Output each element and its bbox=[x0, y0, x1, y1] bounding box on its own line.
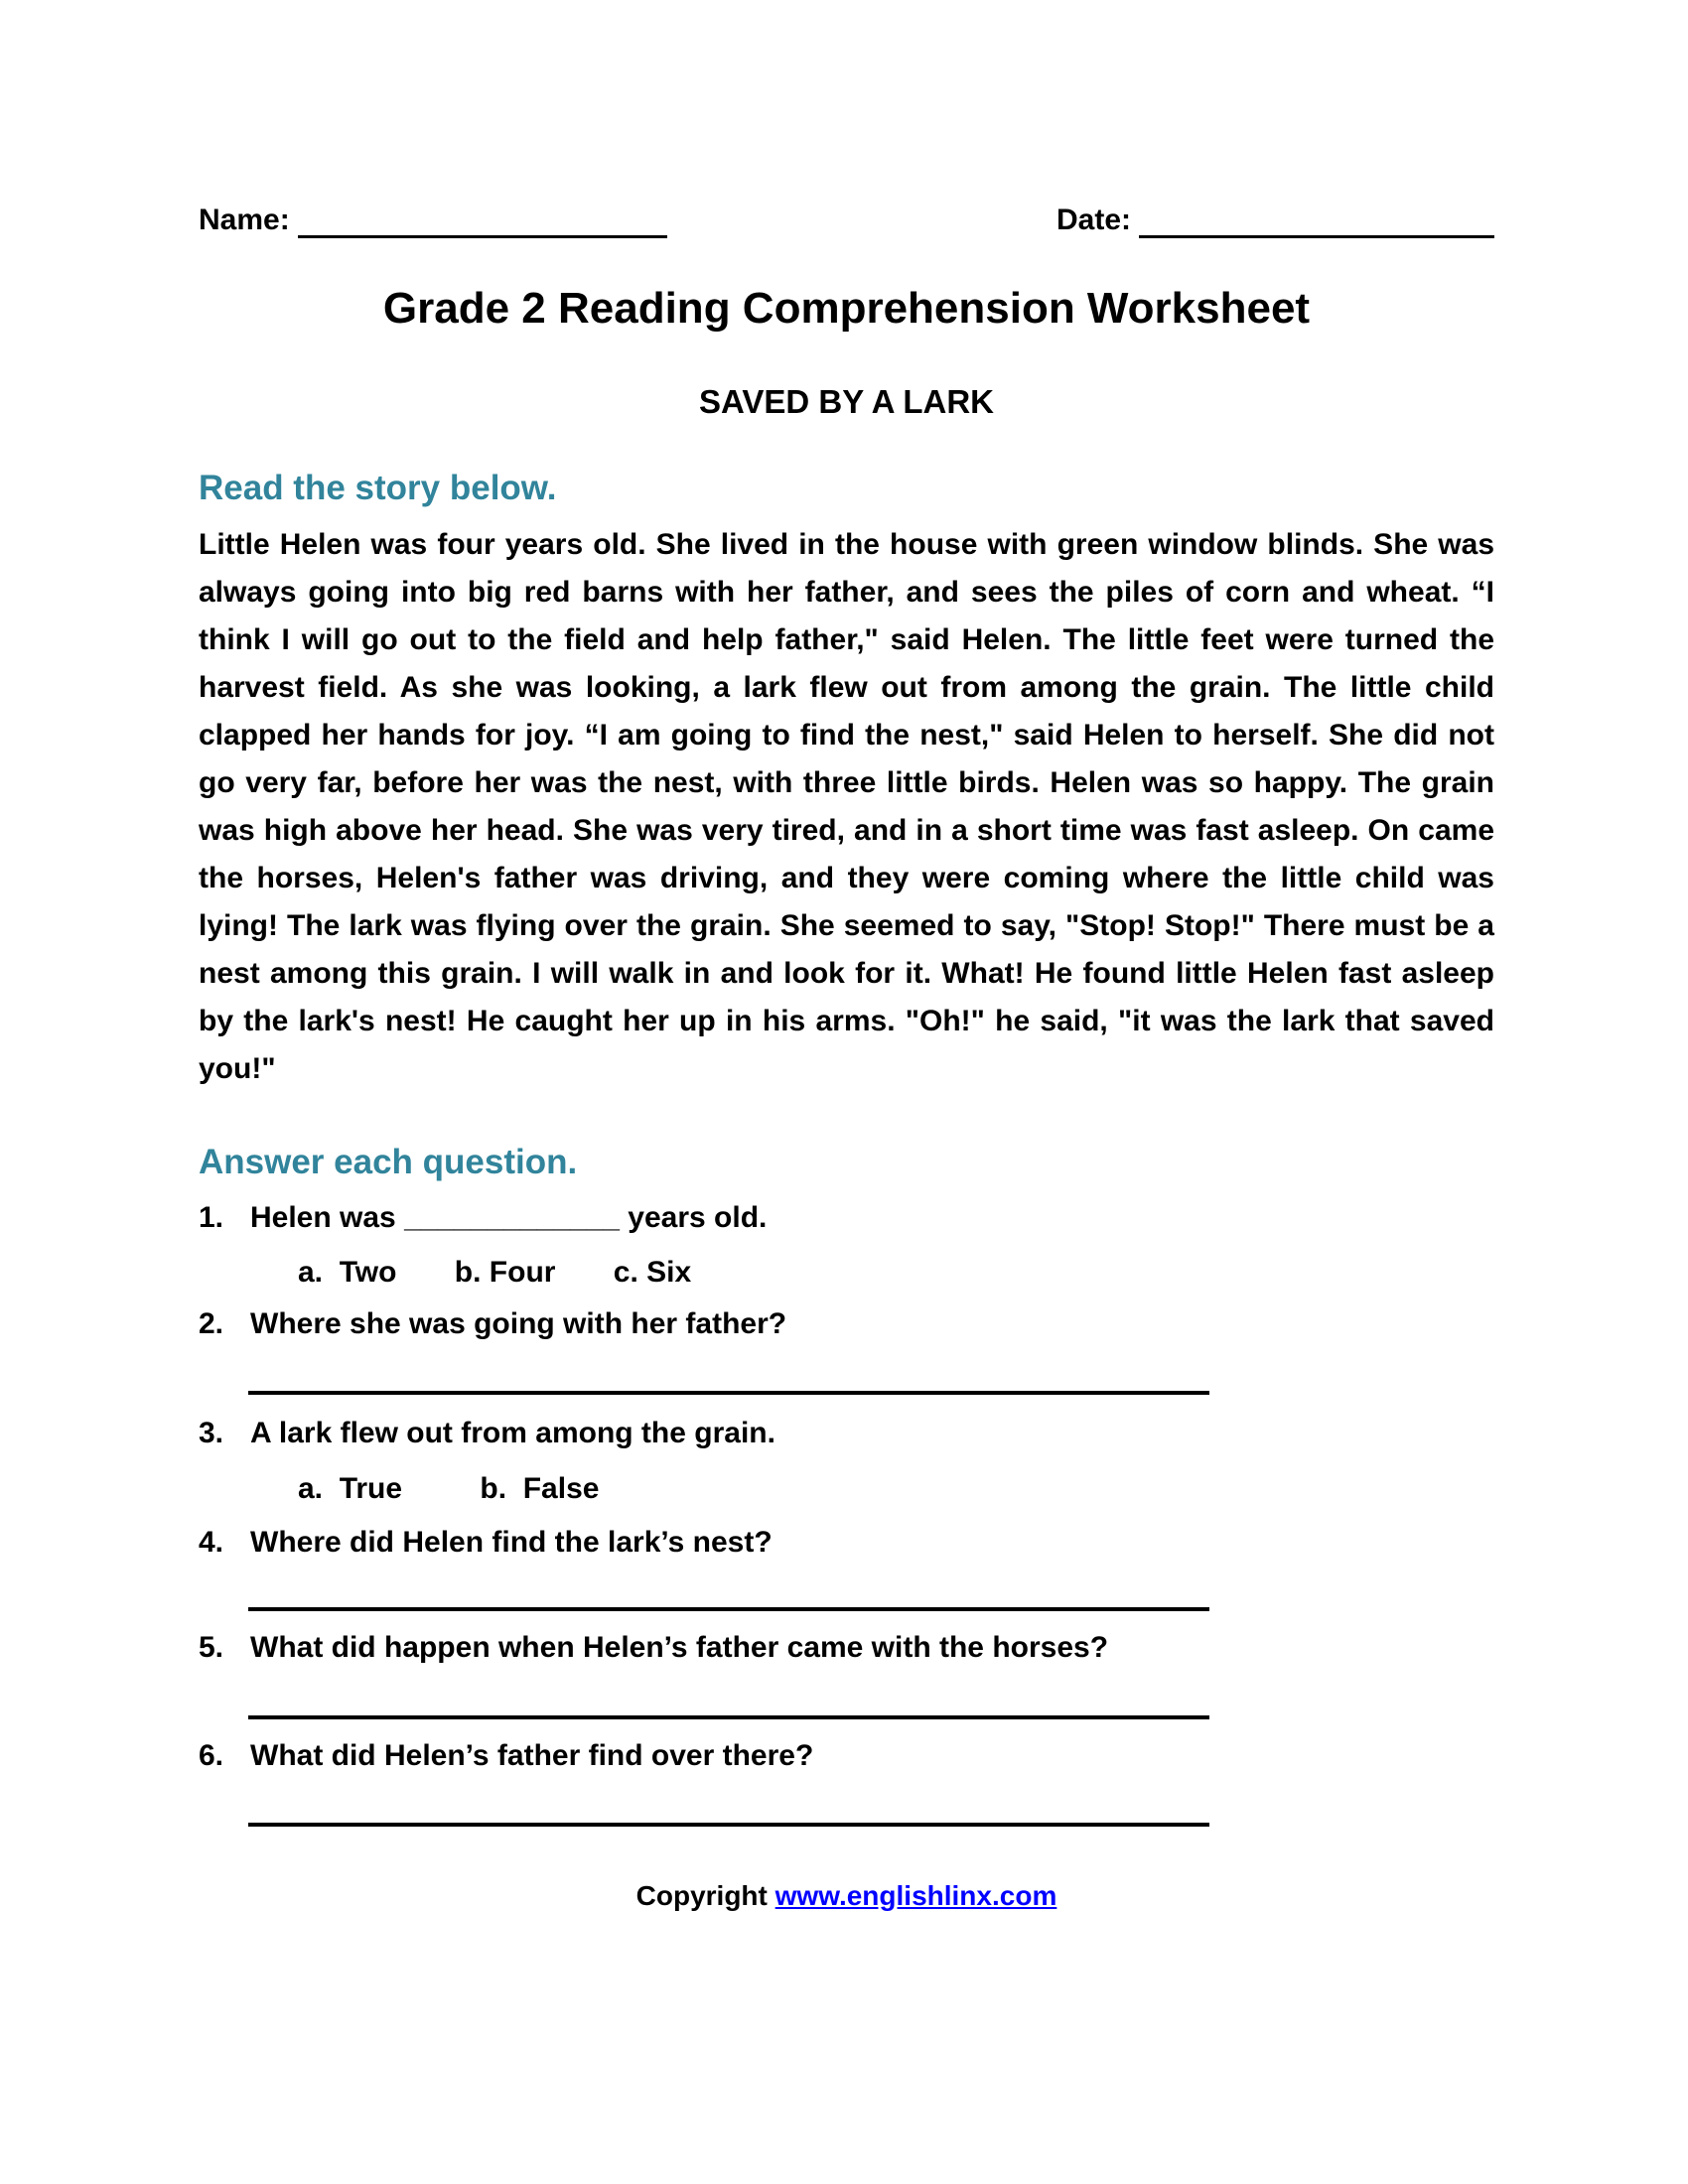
question-4 bbox=[199, 1523, 1494, 1563]
question-4-answer-line bbox=[248, 1607, 1209, 1611]
question-3-text: A lark flew out from among the grain. bbox=[250, 1417, 775, 1449]
question-6 bbox=[199, 1736, 1494, 1776]
date-label: Date: bbox=[1055, 204, 1131, 236]
question-6-answer-line bbox=[248, 1823, 1209, 1827]
question-2-text: Where she was going with her father? bbox=[250, 1307, 787, 1340]
name-field-group bbox=[199, 203, 667, 238]
copyright-label: Copyright bbox=[635, 1880, 768, 1911]
question-6-number: 6. bbox=[199, 1739, 224, 1772]
question-3-option-a: a. True bbox=[298, 1472, 403, 1505]
copyright-footer bbox=[199, 1878, 1494, 1914]
question-1-text: Helen was _____________ years old. bbox=[250, 1201, 768, 1234]
page-title: Grade 2 Reading Comprehension Worksheet bbox=[382, 284, 1311, 333]
header-row bbox=[199, 203, 1494, 238]
question-1-option-b: b. Four bbox=[454, 1256, 556, 1289]
question-1-options bbox=[298, 1253, 1494, 1293]
question-5-text: What did happen when Helen’s father came with the horses? bbox=[250, 1631, 1109, 1664]
question-3 bbox=[199, 1414, 1494, 1453]
question-3-number: 3. bbox=[199, 1417, 224, 1449]
question-4-number: 4. bbox=[199, 1526, 224, 1559]
story-title: SAVED BY A LARK bbox=[698, 383, 995, 420]
question-5-answer-line bbox=[248, 1715, 1209, 1719]
englishlinx-link[interactable]: www.englishlinx.com bbox=[774, 1880, 1057, 1911]
question-5 bbox=[199, 1628, 1494, 1668]
question-2-number: 2. bbox=[199, 1307, 224, 1340]
name-blank-line bbox=[298, 205, 667, 238]
date-blank-line bbox=[1139, 205, 1494, 238]
story-section-heading: Read the story below. bbox=[199, 469, 557, 507]
question-1-number: 1. bbox=[199, 1201, 224, 1234]
question-3-option-b: b. False bbox=[480, 1472, 600, 1505]
date-field-group bbox=[1056, 203, 1494, 238]
questions-section-heading: Answer each question. bbox=[199, 1143, 578, 1181]
question-2-answer-line bbox=[248, 1391, 1209, 1395]
question-1-option-c: c. Six bbox=[613, 1256, 692, 1289]
question-1-option-a: a. Two bbox=[298, 1256, 397, 1289]
question-2 bbox=[199, 1304, 1494, 1344]
question-5-number: 5. bbox=[199, 1631, 224, 1664]
question-1 bbox=[199, 1198, 1494, 1238]
name-label: Name: bbox=[199, 204, 290, 236]
story-text: Little Helen was four years old. She lived in the house with green window blinds. She was always going into big red barns with her father, and sees the piles of corn and wheat. “I think I will go out to the field and help father," said Helen. The little feet were turned the harvest field. As she was looking, a lark flew out from among the grain. The little child clapped her hands for joy. “I am going to find the nest," said Helen to herself. She did not go very far, before her was the nest, with three little birds. Helen was so happy. The grain was high above her head. She was very tired, and in a short time was fast asleep. On came the horses, Helen's father was driving, and they were coming where the little child was lying! The lark was flying over the grain. She seemed to say, "Stop! Stop!" There must be a nest among this grain. I will walk in and look for it. What! He found little Helen fast asleep by the lark's nest! He caught her up in his arms. "Oh!" he said, "it was the lark that saved you!" bbox=[199, 528, 1494, 1085]
question-3-options bbox=[298, 1469, 1494, 1509]
question-6-text: What did Helen’s father find over there? bbox=[250, 1739, 814, 1772]
question-4-text: Where did Helen find the lark’s nest? bbox=[250, 1526, 773, 1559]
